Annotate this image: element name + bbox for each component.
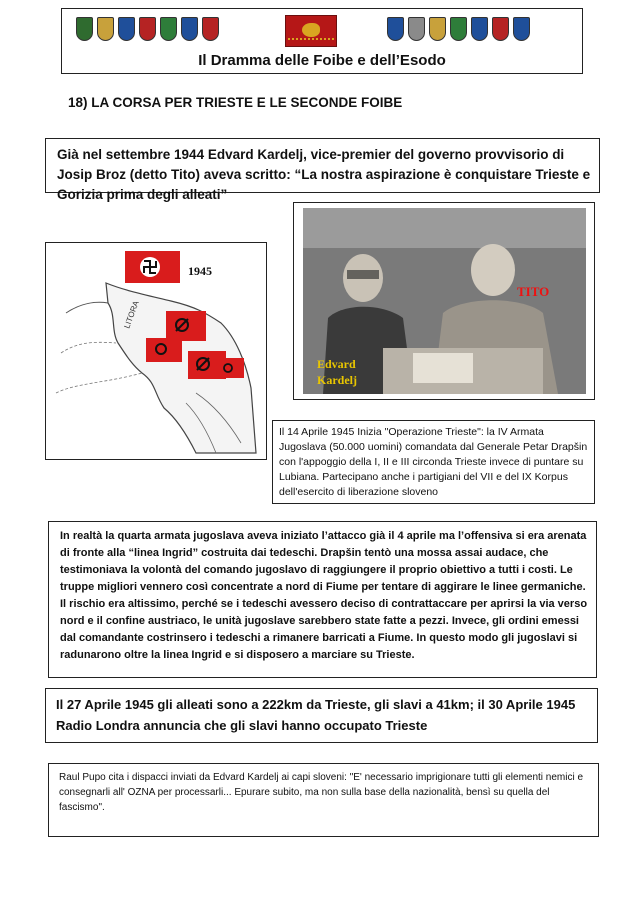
linea-ingrid-box [48, 521, 597, 678]
coat-of-arms-icon [76, 17, 93, 41]
coat-of-arms-icon [181, 17, 198, 41]
coat-of-arms-icon [408, 17, 425, 41]
section-title: 18) LA CORSA PER TRIESTE E LE SECONDE FOIBE [68, 95, 403, 110]
crests-left [76, 17, 219, 41]
map-region-label: LITORA [122, 299, 141, 330]
flag-fringe [288, 38, 334, 44]
map-year: 1945 [188, 264, 212, 278]
crests-right [387, 17, 530, 41]
coat-of-arms-icon [429, 17, 446, 41]
radio-londra-text: Il 27 Aprile 1945 gli alleati sono a 222km da Trieste, gli slavi a 41km; il 30 Aprile 1945 Radio Londra annuncia che gli slavi hanno occupato Trieste [56, 697, 576, 733]
coat-of-arms-icon [387, 17, 404, 41]
header-banner [61, 8, 583, 74]
coat-of-arms-icon [160, 17, 177, 41]
coat-of-arms-icon [139, 17, 156, 41]
coat-of-arms-icon [471, 17, 488, 41]
photo-label-tito: TITO [517, 284, 550, 299]
photo-figure [293, 202, 595, 400]
linea-ingrid-text: In realtà la quarta armata jugoslava aveva iniziato l’attacco già il 4 aprile ma l’offensiva si era arenata di fronte alla “linea Ingrid” costruita dai tedeschi. Drapšin tentò una mossa assai audace, che testimoniava la volontà del comando jugoslavo di raggiungere il proprio obiettivo a tutti i costi. Le truppe migliori vennero così concentrate a nord di Fiume per tentare di aggirare le linee germaniche. Il rischio era altissimo, perché se i tedeschi avessero deciso di contrattaccare per aprirsi la via verso nord e il confine austriaco, le unità jugoslave sarebbero state fatte a pezzi. Invece, gli ordini emessi dal comandante costrinsero i tedeschi a rimanere barricati a Fiume. In questo modo gli jugoslavi si radunarono oltre la linea Ingrid e si disposero a marciare su Trieste. [60, 530, 588, 661]
map-figure [45, 242, 267, 460]
coat-of-arms-icon [492, 17, 509, 41]
pupo-quote-text: Raul Pupo cita i dispacci inviati da Edvard Kardelj ai capi sloveni: "E' necessario imprigionare tutti gli elementi nemici e consegnarli all' OZNA per processarli... Epurare subito, ma non sulla base della nazionalità, bensì su quella del fascismo". [59, 772, 584, 813]
coat-of-arms-icon [97, 17, 114, 41]
venetian-flag-icon [285, 15, 337, 47]
tito-kardelj-photo [303, 208, 586, 394]
operation-trieste-box [272, 420, 595, 504]
coat-of-arms-icon [450, 17, 467, 41]
coat-of-arms-icon [118, 17, 135, 41]
lion-icon [302, 23, 320, 37]
page-title: Il Dramma delle Foibe e dell’Esodo [198, 52, 446, 69]
coat-of-arms-icon [202, 17, 219, 41]
quote-text: Già nel settembre 1944 Edvard Kardelj, vice-premier del governo provvisorio di Josip Broz (detto Tito) aveva scritto: “La nostra aspirazione è conquistare Trieste e Gorizia prima degli alleati” [57, 147, 591, 202]
photo-label-kardelj-first: Edvard [317, 357, 356, 371]
operation-trieste-text: Il 14 Aprile 1945 Inizia "Operazione Trieste": la IV Armata Jugoslava (50.000 uomini) comandata dal Generale Petar Drapšin con l'appoggio della I, II e III circonda Trieste invece di puntare su Lubiana. Partecipano anche i partigiani del VII e del IX Korpus dell'esercito di liberazione sloveno [279, 426, 588, 498]
photo-label-kardelj-last: Kardelj [317, 373, 357, 387]
pupo-quote-box [48, 763, 599, 837]
radio-londra-box [45, 688, 598, 743]
quote-box [45, 138, 600, 202]
map-illustration [46, 243, 265, 458]
coat-of-arms-icon [513, 17, 530, 41]
